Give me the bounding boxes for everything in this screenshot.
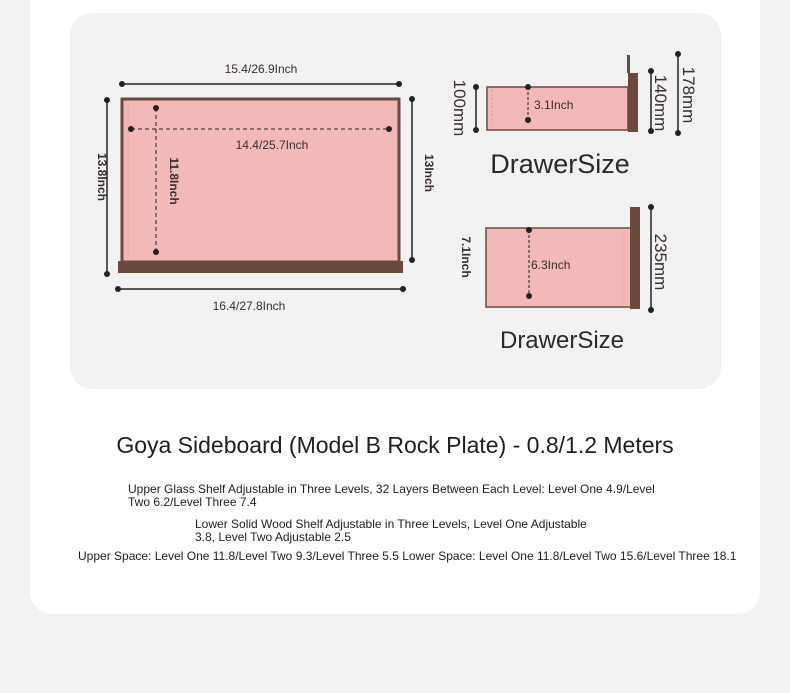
drawer-large-depth-label: 6.3Inch — [531, 258, 571, 272]
drawer-small-title: DrawerSize — [490, 149, 630, 179]
drawer-small-depth-dot-top — [525, 84, 531, 90]
drawer-small-140-label: 140mm — [651, 74, 670, 132]
upper-glass-shelf-note: Upper Glass Shelf Adjustable in Three Levels, 32 Layers Between Each Level: Level One 4.9/Level Two 6.2/Level Three 7.4 — [128, 482, 655, 509]
left-height-dot-top — [104, 97, 110, 103]
drawer-small-depth-dot-bottom — [525, 117, 531, 123]
inner-width-dot-right — [386, 126, 392, 132]
cabinet-diagram — [95, 62, 436, 313]
drawer-large-depth-dot-bottom — [526, 293, 532, 299]
drawer-large-diagram — [459, 204, 670, 354]
right-height-dot-bottom — [409, 257, 415, 263]
cabinet-panel — [122, 99, 399, 262]
cabinet-base — [118, 261, 403, 273]
product-title: Goya Sideboard (Model B Rock Plate) - 0.8/1.2 Meters — [116, 432, 674, 458]
drawer-small-178-dot-top — [675, 51, 681, 57]
left-height-label: 13.8Inch — [95, 152, 109, 202]
drawer-small-front — [628, 73, 638, 132]
top-width-label: 15.4/26.9Inch — [224, 62, 298, 76]
drawer-small-diagram — [450, 51, 698, 179]
bottom-width-dot-right — [400, 286, 406, 292]
space-levels-note: Upper Space: Level One 11.8/Level Two 9.3/Level Three 5.5 Lower Space: Level One 11.8/Level Two 15.6/Level Three 18.1 — [78, 549, 737, 563]
bottom-width-dot-left — [115, 286, 121, 292]
drawer-small-100-label: 100mm — [450, 79, 469, 137]
drawer-large-outer-label: 7.1Inch — [459, 236, 473, 278]
left-height-dot-bottom — [104, 271, 110, 277]
right-height-label: 13Inch — [422, 153, 436, 193]
inner-width-label: 14.4/25.7Inch — [235, 138, 309, 152]
lower-wood-shelf-note: Lower Solid Wood Shelf Adjustable in Three Levels, Level One Adjustable 3.8, Level Two Adjustable 2.5 — [195, 517, 587, 544]
drawer-small-140-dot-top — [648, 68, 654, 74]
bottom-width-label: 16.4/27.8Inch — [212, 299, 286, 313]
drawer-large-235-dot-top — [648, 204, 654, 210]
top-width-dot-right — [396, 81, 402, 87]
top-width-dot-left — [119, 81, 125, 87]
drawer-large-title: DrawerSize — [499, 327, 625, 354]
drawer-small-100-dot-top — [473, 84, 479, 90]
inner-height-label: 11.8Inch — [167, 157, 181, 205]
inner-height-dot-top — [153, 105, 159, 111]
drawer-small-178-label: 178mm — [679, 66, 698, 124]
drawer-small-178-dot-bottom — [675, 130, 681, 136]
drawer-large-depth-dot-top — [526, 227, 532, 233]
drawer-large-235-dot-bottom — [648, 307, 654, 313]
drawer-small-100-dot-bottom — [473, 127, 479, 133]
inner-width-dot-left — [128, 126, 134, 132]
drawer-small-depth-label: 3.1Inch — [534, 98, 574, 112]
drawer-large-235-label: 235mm — [651, 233, 670, 291]
inner-height-dot-bottom — [153, 249, 159, 255]
right-height-dot-top — [409, 96, 415, 102]
drawer-large-front — [630, 207, 640, 309]
drawer-small-handle — [627, 55, 630, 73]
